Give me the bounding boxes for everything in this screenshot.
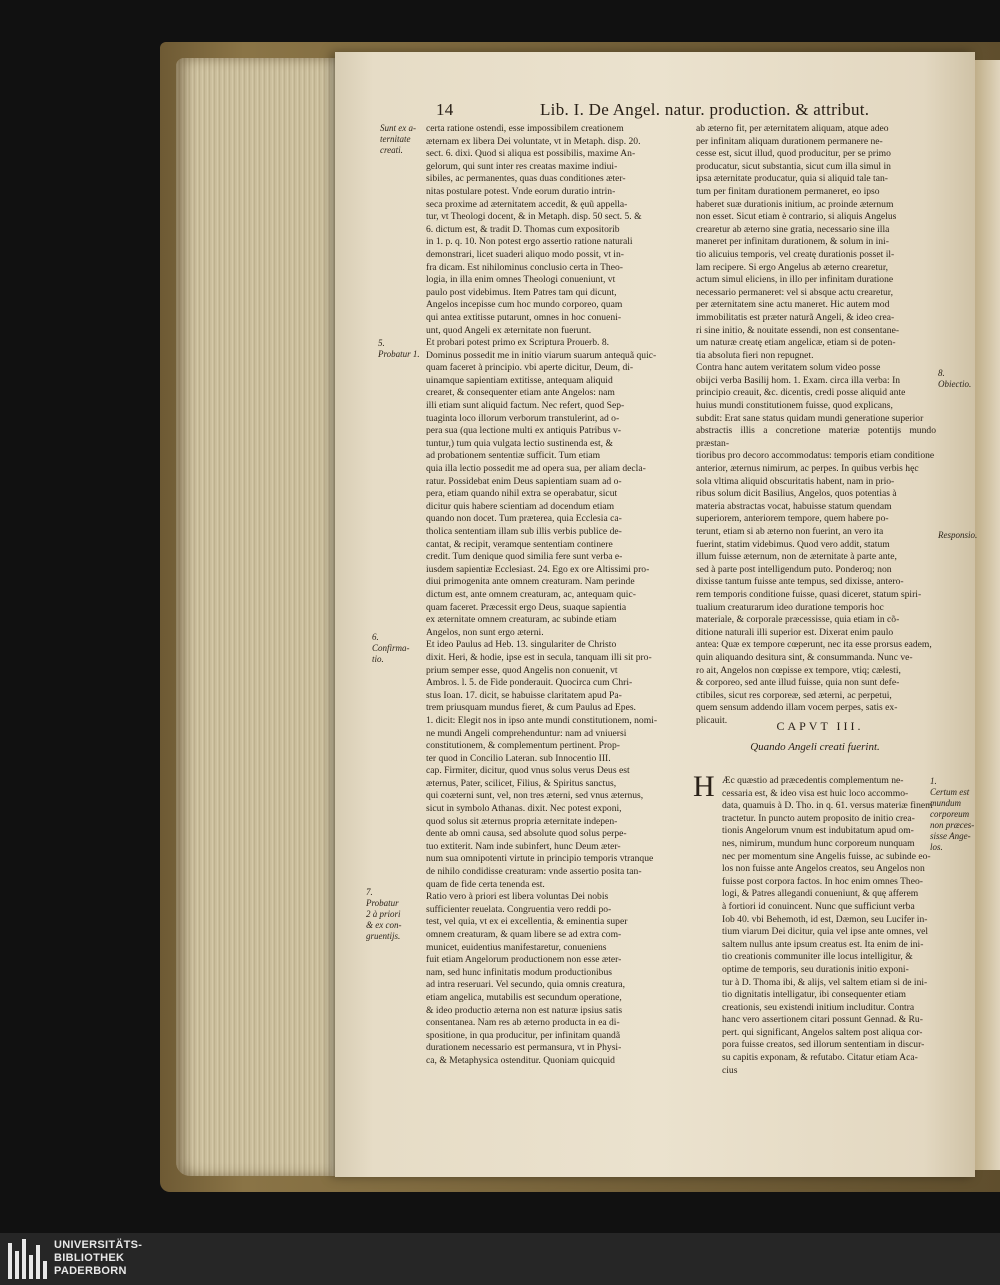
paragraph: Contra hanc autem veritatem solum video posse obijci verba Basilij hom. 1. Exam. circa illa verba: In principio creauit, &c. dicentis, credi posse aliquid ante huius mundi constitutionem fuisse, quod explicans, subdit: Erat sane status quidam mundi generatione superior abstractis illis a concretione materiæ potentijs mundo præstan- tioribus pro decoro accommodatus: temporis etiam conditione anterior, æternus nimirum, ac perpes. In quibus verbis hęc sola vltima aliquid obscuritatis habent, nam in prio- ribus solum dicit Basilius, Angelos, quos potentias à materia abstractas vocat, habuisse statum quendam superiorem, anteriorem tempore, quem habere po- terunt, etiam si ab æterno non fuerint, an vero ita fuerint, statim videbimus. Quod vero addit, statum illum fuisse æternum, non de æternitate à parte ante, sed à parte post intelligendum puto. Ponderoq; non dixisse tantum fuisse ante tempus, sed dixisse, antero- rem temporis conditione fuisse, quasi diceret, statum spiri- tualium creaturarum ideo duratione temporis hoc materiale, & corporale præcessisse, quia etiam in cõ- ditione naturali illi superior est. Dixerat enim paulo antea: Quæ ex tempore cœperunt, nec ita esse prorsus eadem, quin aliquando desitura sint, & consummanda. Nunc ve- ro ait, Angelos non cœpisse ex tempore, vtiq; cælesti, & corporeo, sed ante illud fuisse, quia non sunt defe- ctibiles, sicut res corporeæ, sed æterni, ac perpetui, quem sensum addendo illam vocem perpes, satis ex- plicauit. bbox=[696, 362, 936, 726]
library-footer bbox=[0, 1233, 1000, 1285]
page-edges bbox=[176, 58, 336, 1176]
library-name: UNIVERSITÄTS- BIBLIOTHEK PADERBORN bbox=[54, 1239, 143, 1277]
margin-note: 6. Confirma- tio. bbox=[372, 632, 410, 664]
facing-page-edge bbox=[975, 60, 1000, 1170]
page-number: 14 bbox=[436, 100, 454, 119]
margin-note: Sunt ex a- ternitate creati. bbox=[380, 123, 416, 155]
running-head bbox=[436, 100, 870, 120]
margin-note: 1. Certum est mundum corporeum non præces- sisse Ange- los. bbox=[930, 776, 975, 852]
text-column-right bbox=[696, 123, 936, 728]
chapter-heading: CAPVT III. bbox=[776, 719, 864, 733]
paragraph: certa ratione ostendi, esse impossibilem creationem æternam ex libera Dei voluntate, vt in Metaph. disp. 20. sect. 6. dixi. Quod si aliqua est possibilis, maxime An- gelorum, qui sunt inter res creatas maxime indiui- sibiles, ac permanentes, quas duas conditiones æter- nitas postulare potest. Vnde eorum duratio intrin- seca proxime ad æternitatem accedit, & ęuũ appella- tur, vt Theologi docent, & in Metaph. disp. 50 sect. 5. & 6. dictum est, & tradit D. Thomas cum expositorib in 1. p. q. 10. Non potest ergo assertio ratione naturali demonstrari, licet suaderi aliquo modo possit, vt in- fra dicam. Est nihilominus conclusio certa in Theo- logia, in illa enim omnes Theologi conueniunt, vt paulo post videbimus. Item Patres tam qui dicunt, Angelos incepisse cum hoc mundo corporeo, quam qui antea extitisse putarunt, omnes in hoc conueni- unt, quod Angeli ex æternitate non fuerunt. bbox=[426, 123, 642, 336]
running-title: Lib. I. De Angel. natur. production. & attribut. bbox=[540, 100, 870, 119]
paragraph: Ratio vero à priori est libera voluntas Dei nobis sufficienter reuelata. Congruentia vero reddi po- test, vel quia, vt ex ei excellentia, & eminentia super omnem creaturam, & quam libere se ad extra com- municet, euidentius manifestaretur, conueniens fuit etiam Angelorum productionem non esse æter- nam, sed hunc infinitatis modum productionibus ad intra reseruari. Vel secundo, quia omnis creatura, etiam angelica, mutabilis est secundum operatione, & ideo productio æterna non est naturæ ipsius satis consentanea. Nam res ab æterno producta in ea di- spositione, in qua producitur, per infinitam quandã durationem necessario est permansura, vt in Physi- ca, & Metaphysica ostenditur. Quoniam quicquid bbox=[426, 891, 628, 1066]
margin-note: 8. Obiectio. bbox=[938, 368, 972, 389]
chapter-subheading: Quando Angeli creati fuerint. bbox=[750, 741, 880, 753]
paragraph: ab æterno fit, per æternitatem aliquam, atque adeo per infinitam aliquam durationem permanere ne- cesse est, sicut illud, quod producitur, per se primo producatur, sicut substantia, sicut cum illa simul in ipsa æternitate producatur, quia si aliquid tale tan- tum per finitam durationem permaneret, eo ipso haberet suæ durationis initium, ac proinde æternum non esset. Sicut etiam è contrario, si aliquis Angelus crearetur ab æterno sine gratia, necessario sine illa maneret per infinitam durationem, & solum in ini- tio alicuius temporis, vel creatę durationis posset il- lam recipere. Si ergo Angelus ab æterno crearetur, actum simul eliciens, in illo per infinitam duratione necessario permaneret: vel si absque actu crearetur, per æternitatem sine actu maneret. Hic autem mod immobilitatis est præter naturã Angeli, & ideo crea- ri sine initio, & nouitate essendi, non est consentane- um naturæ creatę etiam angelicæ, etiam si de poten- tia absoluta fieri non repugnet. bbox=[696, 123, 900, 361]
paragraph: Et probari potest primo ex Scriptura Prouerb. 8. Dominus possedit me in initio viarum suarum antequã quic- quam faceret à principio. vbi aperte dicitur, Deum, di- uinamque sapientiam extitisse, antequam aliquid crearet, & consequenter etiam ante Angelos: nam illi etiam sunt aliquid factum. Nec refert, quod Sep- tuaginta loco illorum verborum transtulerint, ad o- pera sua (qua lectione multi ex antiquis Patribus v- tuntur,) tum quia vulgata lectio sustinenda est, & ad probationem sententiæ sufficit. Tum etiam quia illa lectio possedit me ad opera sua, per aliam decla- ratur. Possidebat enim Deus sapientiam suam ad o- pera, etiam quando nihil extra se operabatur, sicut dicitur quis habere scientiam ad docendum etiam quando non docet. Tum præterea, quia Ecclesia ca- tholica sententiam illam sub illis verbis publice de- cantat, & recipit, veramque sententiam continere credit. Tum denique quod similia fere sunt verba e- iusdem sapientiæ Ecclesiast. 24. Ego ex ore Altissimi pro- diui primogenita ante omnem creaturam. Nam perinde dictum est, ante omnem creaturam, ac, antequam quic- quam faceret. Præcessit ergo Deus, suaque sapientia ex æternitate omnem creaturam, ac subinde etiam Angelos, non sunt ergo æterni. bbox=[426, 337, 657, 638]
drop-cap: H bbox=[693, 770, 715, 803]
library-logo-icon bbox=[8, 1239, 48, 1279]
margin-note: 5. Probatur 1. bbox=[378, 338, 420, 359]
chapter-text bbox=[722, 775, 936, 1077]
paragraph: Et ideo Paulus ad Heb. 13. singulariter de Christo dixit. Heri, & hodie, ipse est in secula, tanquam illi sit pro- prium semper esse, quod Angelis non conuenit, vt Ambros. l. 5. de Fide ponderauit. Quocirca cum Chri- stus Ioan. 17. dicit, se habuisse claritatem apud Pa- trem priusquam mundus fieret, & cum Paulus ad Epes. 1. dicit: Elegit nos in ipso ante mundi constitutionem, nomi- ne mundi Angeli comprehenduntur: nam ad vniuersi constitutionem, & complementum pertinent. Prop- ter quod in Concilio Lateran. sub Innocentio III. cap. Firmiter, dicitur, quod vnus solus verus Deus est æternus, Pater, scilicet, Filius, & Spiritus sanctus, qui coæterni sunt, vel, non tres æterni, sed vnus æternus, sicut in symbolo Athanas. dixit. Nec potest exponi, quod solus sit æternus propria æternitate indepen- dente ab omni causa, sed absolute quod solus perpe- tuo extiterit. Nam inde subinfert, hunc Deum æter- num sua omnipotenti virtute in principio temporis vtranque de nihilo condidisse creaturam: vnde assertio posita tan- quam de fide certa tenenda est. bbox=[426, 639, 658, 890]
margin-note: 7. Probatur 2 à priori & ex con- gruentijs. bbox=[366, 887, 402, 941]
paragraph: Æc quæstio ad præcedentis complementum ne- cessaria est, & ideo visa est huic loco accommo- data, quamuis à D. Tho. in q. 61. versus materiæ finem tractetur. In puncto autem proposito de initio crea- tionis Angelorum vnum est indubitatum apud om- nes, nimirum, mundum hunc corporeum nunquam nec per momentum sine Angelis fuisse, ac subinde eo- los non fuisse ante Angelos creatos, seu Angelos non fuisse post corpora factos. In hoc enim omnes Theo- logi, & Patres allegandi conueniunt, & quę afferem à fortiori id conuincent. Nunc que sufficiunt verba Iob 40. vbi Behemoth, id est, Dæmon, seu Lucifer in- tium viarum Dei dicitur, quia vel ipse ante omnes, vel saltem nullus ante ipsum creatus est. Ita enim de ini- tio creationis communiter ille locus intelligitur, & optime de temporis, seu durationis initio exponi- tur à D. Thoma ibi, & alijs, vel saltem etiam si de ini- tio dignitatis intelligatur, ibi consequenter etiam creationis, seu existendi initium includitur. Contra hanc vero assertionem citari possunt Gennad. & Ru- pert. qui significant, Angelos saltem post aliqua cor- pora fuisse creatos, sed illorum sententiam in discur- su capitis exponam, & refutabo. Citatur etiam Aca- cius bbox=[722, 775, 933, 1076]
text-column-left bbox=[426, 123, 681, 1068]
margin-note: Responsio. bbox=[938, 530, 978, 540]
